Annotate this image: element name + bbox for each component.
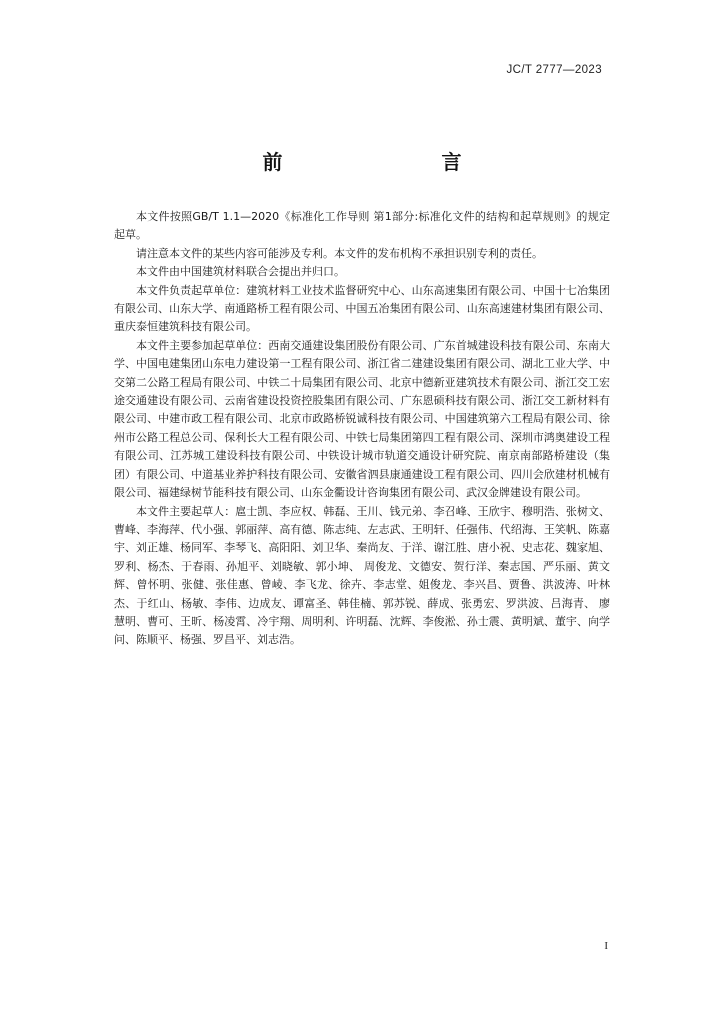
paragraph-main-drafters: 本文件主要起草人：扈士凯、李应权、韩磊、王川、钱元弟、李召峰、王欣宇、穆明浩、张树文、曹峰、李海萍、代小强、郭丽萍、高有德、陈志纯、左志武、王明轩、任强伟、代绍海、王笑帆、陈嘉宇、刘正雄、杨同军、李琴飞、高阳阳、刘卫华、秦尚友、于洋、谢江胜、唐小祝、史志花、魏家旭、罗利、杨杰、于春雨、孙旭平、刘晓敏、郭小坤、 周俊龙、文德安、贺行洋、秦志国、严乐丽、黄文辉、曾怀明、张健、张佳惠、曾崚、李飞龙、徐卉、李志堂、姐俊龙、李兴昌、贾鲁、洪波涛、叶林杰、于红山、杨敏、李伟、边成友、谭富圣、韩佳楠、郭苏锐、薛成、张勇宏、罗洪波、吕海青、 廖慧明、曹可、王昕、杨凌霄、冷宇翔、周明利、许明磊、沈辉、李俊淞、孙士震、黄明斌、董宇、向学问、陈顺平、杨强、罗昌平、刘志浩。 bbox=[114, 504, 610, 647]
paragraph-participating-units: 本文件主要参加起草单位：西南交通建设集团股份有限公司、广东首城建设科技有限公司、东南大学、中国电建集团山东电力建设第一工程有限公司、浙江省二建建设集团有限公司、湖北工业大学、中交第二公路工程局有限公司、中铁二十局集团有限公司、北京中德新亚建筑技术有限公司、浙江交工宏途交通建设有限公司、云南省建设投资控股集团有限公司、广东恩硕科技有限公司、浙江交工新材料有限公司、中建市政工程有限公司、北京市政路桥锐诚科技有限公司、中国建筑第六工程局有限公司、徐州市公路工程总公司、保利长大工程有限公司、中铁七局集团第四工程有限公司、深圳市鸿奥建设工程有限公司、江苏城工建设科技有限公司、中铁设计城市轨道交通设计研究院、南京南部路桥建设（集团）有限公司、中道基业养护科技有限公司、安徽省泗县康通建设工程有限公司、四川会欣建材机械有限公司、福建绿树节能科技有限公司、山东金衢设计咨询集团有限公司、武汉金牌建设有限公司。 bbox=[114, 338, 610, 500]
page-title: 前 言 bbox=[262, 150, 538, 174]
paragraph-patent-notice: 请注意本文件的某些内容可能涉及专利。本文件的发布机构不承担识别专利的责任。 bbox=[136, 246, 543, 260]
paragraph-lead-drafting-units: 本文件负责起草单位：建筑材料工业技术监督研究中心、山东高速集团有限公司、中国十七冶集团有限公司、山东大学、南通路桥工程有限公司、中国五冶集团有限公司、山东高速建材集团有限公司、重庆泰恒建筑科技有限公司。 bbox=[114, 283, 610, 334]
standard-code: JC/T 2777—2023 bbox=[506, 64, 602, 76]
foreword-body bbox=[114, 208, 610, 650]
paragraph-drafting-rules: 本文件按照GB/T 1.1—2020《标准化工作导则 第1部分:标准化文件的结构和起草规则》的规定起草。 bbox=[114, 210, 610, 242]
paragraph-proposer: 本文件由中国建筑材料联合会提出并归口。 bbox=[136, 265, 345, 279]
page-number: I bbox=[604, 940, 608, 952]
